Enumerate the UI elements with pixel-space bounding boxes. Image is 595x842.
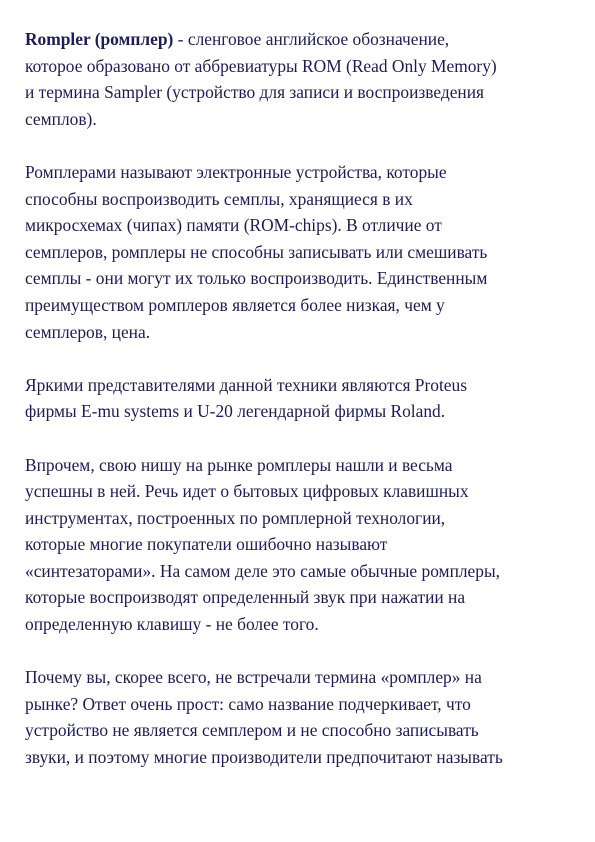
paragraph-line: инструментах, построенных по ромплерной технологии, [25,507,446,528]
paragraph-line [25,26,573,53]
paragraph-line: которые воспроизводят определенный звук при нажатии на [25,587,466,608]
paragraph-line: преимуществом ромплеров является более низкая, чем у [25,294,445,315]
paragraph-line: и термина Sampler (устройство для записи и воспроизведения [25,82,485,103]
paragraph-line: рынке? Ответ очень прост: само название подчеркивает, что [25,693,471,714]
paragraph-line: семплеров, цена. [25,321,151,342]
paragraph-line: устройство не является семплером и не способно записывать [25,720,479,741]
paragraph-line: которые многие покупатели ошибочно называют [25,534,388,555]
paragraph-line: Ромплерами называют электронные устройства, которые [25,161,447,182]
paragraph-line: способны воспроизводить семплы, хранящиеся в их [25,188,413,209]
paragraph-question [25,664,573,770]
paragraph-line: микросхемах (чипах) памяти (ROM-chips). В отличие от [25,215,442,236]
paragraph-line: фирмы E-mu systems и U-20 легендарной фирмы Roland. [25,401,446,422]
paragraph-line: семплы - они могут их только воспроизводить. Единственным [25,268,488,289]
paragraph-examples [25,372,573,425]
paragraph-definition [25,26,573,132]
paragraph-description [25,159,573,345]
document-page [25,26,573,797]
paragraph-line: Впрочем, свою нишу на рынке ромплеры нашли и весьма [25,454,453,475]
paragraph-line: звуки, и поэтому многие производители предпочитают называть [25,747,503,768]
term-heading: Rompler (ромплер) [25,29,174,49]
paragraph-line: семплов). [25,108,97,129]
paragraph-line: семплеров, ромплеры не способны записывать или смешивать [25,241,488,262]
paragraph-line: «синтезаторами». На самом деле это самые обычные ромплеры, [25,560,500,581]
paragraph-line: Яркими представителями данной техники являются Proteus [25,374,467,395]
paragraph-market [25,452,573,638]
paragraph-line: успешны в ней. Речь идет о бытовых цифровых клавишных [25,481,469,502]
paragraph-line: Почему вы, скорее всего, не встречали термина «ромплер» на [25,667,482,688]
paragraph-line: определенную клавишу - не более того. [25,614,319,635]
paragraph-line: которое образовано от аббревиатуры ROM (Read Only Memory) [25,55,497,76]
paragraph-text: - сленговое английское обозначение, [173,29,450,49]
